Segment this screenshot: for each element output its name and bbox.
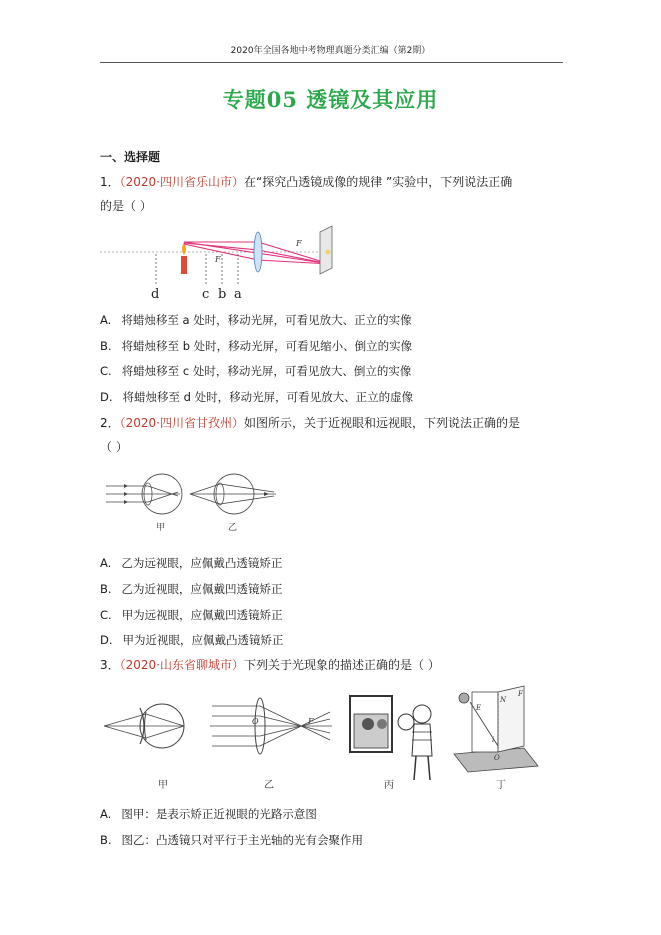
fig-label-yi: 乙 (264, 780, 274, 791)
eye-label-yi: 乙 (228, 523, 238, 533)
q1-option-d: D. 将蜡烛移至 d 处时，移动光屏，可看见放大、正立的虚像 (100, 390, 414, 404)
q2-option-a: A. 乙为远视眼，应佩戴凸透镜矫正 (100, 556, 283, 570)
diagram-ding (454, 686, 538, 791)
question-source: （2020·四川省甘孜州） (119, 416, 244, 430)
q3-option-a: A. 图甲：是表示矫正近视眼的光路示意图 (100, 807, 317, 821)
q1-option-c: C. 将蜡烛移至 c 处时，移动光屏，可看见放大、倒立的实像 (100, 364, 412, 378)
question-number: 3． (100, 658, 120, 672)
point-o-label: O (494, 754, 500, 762)
eye-diagram (104, 466, 284, 538)
question-number: 1． (100, 175, 120, 189)
point-d-label: d (151, 287, 160, 302)
light-screen (320, 226, 332, 274)
diagram-yi (210, 698, 332, 791)
fig-label-ding: 丁 (496, 780, 506, 791)
point-a-label: a (234, 287, 242, 302)
normal-n-label: N (500, 696, 507, 704)
diagram-jia (104, 704, 184, 791)
eye-label-jia: 甲 (156, 523, 166, 533)
q2-option-b: B. 乙为近视眼，应佩戴凹透镜矫正 (100, 582, 283, 596)
lens-focal-label: F (308, 717, 314, 726)
question-source: （2020·山东省聊城市） (119, 658, 244, 672)
question-text: 如图所示，关于近视眼和远视眼，下列说法正确的是 (244, 416, 521, 430)
header-rule (100, 62, 563, 63)
q2-option-d: D. 甲为近视眼，应佩戴凸透镜矫正 (100, 633, 284, 647)
page-title: 专题05 透镜及其应用 (222, 87, 439, 112)
ray-e-label: E (476, 704, 482, 712)
question-number: 2． (100, 416, 120, 430)
diagram-bing (350, 696, 432, 791)
q1-option-a: A. 将蜡烛移至 a 处时，移动光屏，可看见放大、正立的实像 (100, 313, 412, 327)
question-1 (100, 175, 512, 189)
board-f-label: F (518, 690, 523, 698)
q3-option-b: B. 图乙：凸透镜只对平行于主光轴的光有会聚作用 (100, 833, 364, 847)
convex-lens-diagram (100, 222, 350, 304)
fig-label-jia: 甲 (158, 780, 168, 791)
point-c-label: c (202, 287, 210, 302)
optics-diagrams (100, 684, 540, 794)
question-1-line2: 的是（ ） (100, 199, 152, 213)
convex-lens (254, 232, 262, 272)
question-3 (100, 658, 440, 672)
fig-label-bing: 丙 (384, 780, 394, 791)
lens-center-label: O (252, 717, 259, 726)
angle-i-label: i (492, 736, 495, 744)
page-header: 2020年全国各地中考物理真题分类汇编（第2期） (230, 46, 431, 56)
candle-body (181, 256, 187, 274)
question-text: 下列关于光现象的描述正确的是（ ） (244, 658, 440, 672)
question-text: 在“探究凸透镜成像的规律 ”实验中，下列说法正确 (244, 175, 513, 189)
section-heading: 一、选择题 (100, 150, 161, 164)
focal-label-right: F (296, 239, 302, 248)
q1-option-b: B. 将蜡烛移至 b 处时，移动光屏，可看见缩小、倒立的实像 (100, 339, 413, 353)
question-2 (100, 416, 520, 430)
q2-option-c: C. 甲为远视眼，应佩戴凹透镜矫正 (100, 608, 283, 622)
point-b-label: b (218, 287, 227, 302)
screen-image (326, 250, 331, 255)
question-2-line2: （ ） (100, 440, 128, 454)
question-source: （2020·四川省乐山市） (119, 175, 244, 189)
focal-label-left: F (215, 255, 221, 264)
